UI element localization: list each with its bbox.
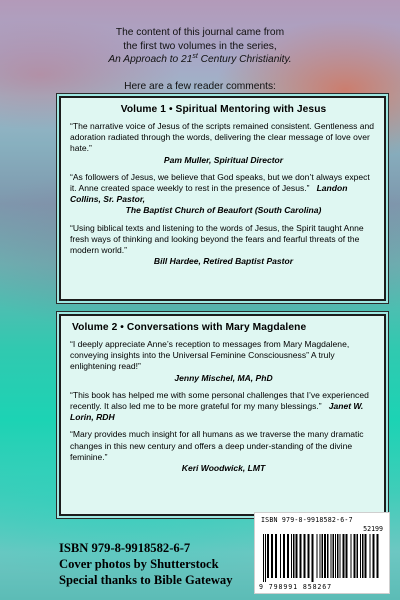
series-title-prefix: An Approach to 21 [108,54,193,66]
volume-2-panel [59,314,386,516]
barcode-bars [261,534,385,582]
quote-text [70,172,377,206]
quote-text: “The narrative voice of Jesus of the scripts remained consistent. Gentleness and adoration radiated through the words, delivering the clear message of love over hate.” [70,121,375,154]
quote-attribution: Janet W. Lorin, RDH [70,401,364,423]
quote-text-body: “As followers of Jesus, we believe that God speaks, but we don’t always expect it. Anne created space weekly to rest in the presence of Jesus.” [70,171,370,194]
quote-text [70,390,377,424]
cover-credits [59,540,233,588]
quote-attribution: Landon Collins, Sr. Pastor, [70,183,348,205]
volume-1-panel [59,96,386,301]
quote [70,390,377,424]
quote-text: “I deeply appreciate Anne’s reception to messages from Mary Magdalene, conveying insights into the Universal Feminine Consciousness” A truly enlightening read!” [70,339,350,372]
quote-attribution: Pam Muller, Spiritual Director [163,154,284,165]
series-title-superscript: st [192,53,198,61]
quote [70,339,377,384]
intro-line-1: The content of this journal came from [115,27,285,38]
barcode-digits: 9 798991 858267 [259,583,333,591]
intro-line-2: the first two volumes in the series, [123,40,277,52]
quote-text: “Using biblical texts and listening to the words of Jesus, the Spirit taught Anne fresh ways of thinking and looking beyond the fears and fearful threats of the modern world.” [70,222,364,256]
intro-text [0,26,400,93]
quote-attribution-line-2: The Baptist Church of Beaufort (South Carolina) [125,205,322,216]
quote-text: “Mary provides much insight for all humans as we traverse the many dramatic changes in this new century and offers a deep under-standing of the divine feminine.” [70,429,364,462]
quote [70,121,377,166]
quote-attribution: Jenny Mischel, MA, PhD [174,372,273,383]
photo-credit: Cover photos by Shutterstock [59,557,219,571]
volume-2-heading: Volume 2 • Conversations with Mary Magdalene [72,322,307,333]
quote-text-body: “This book has helped me with some personal challenges that I’ve experienced recently. It also led me to be more grateful for my many blessings.” [70,389,369,412]
barcode-price-code: 52199 [363,525,383,533]
barcode-isbn-label: ISBN 979-8-9918582-6-7 [261,516,353,524]
barcode [254,512,390,594]
series-title [0,53,400,67]
quote [70,223,377,268]
quote-attribution: Bill Hardee, Retired Baptist Pastor [153,256,294,267]
series-title-suffix: Century Christianity. [197,54,292,66]
thanks-credit: Special thanks to Bible Gateway [59,573,233,587]
isbn-text: ISBN 979-8-9918582-6-7 [59,541,191,555]
volume-1-heading: Volume 1 • Spiritual Mentoring with Jesus [120,104,327,115]
quote [70,172,377,217]
quote-attribution: Keri Woodwick, LMT [181,463,266,474]
quote [70,429,377,474]
comments-intro: Here are a few reader comments: [124,80,276,92]
